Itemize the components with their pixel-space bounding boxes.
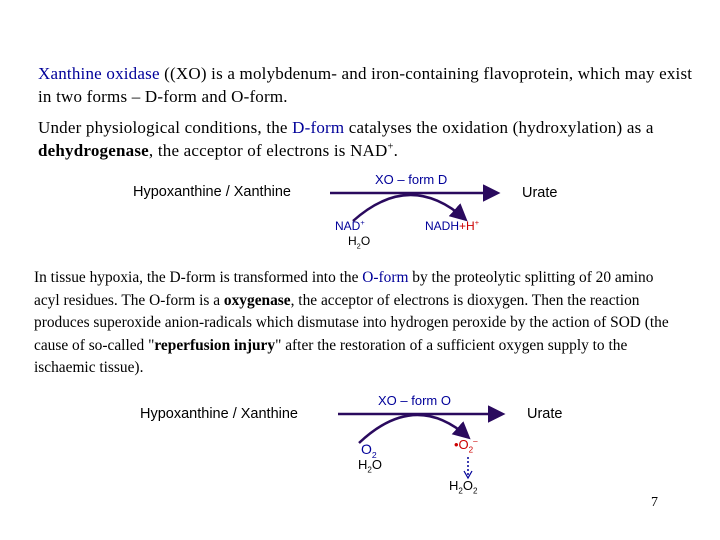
substrate-label-d: Hypoxanthine / Xanthine	[133, 184, 291, 200]
h2o2-sub1: 2	[458, 486, 463, 496]
dform-text-d: .	[393, 141, 399, 160]
h2o2-o: O	[462, 478, 473, 493]
oform-text-b: by the proteolytic splitting of 20 amino acyl residues. The O-form is a	[34, 269, 654, 309]
reperfusion-injury-term: reperfusion injury	[154, 336, 276, 354]
nadh-text: NADH	[425, 219, 460, 233]
dform-term: D-form	[292, 118, 345, 137]
dform-text-b: catalyses the oxidation (hydroxylation) as a	[344, 118, 654, 137]
o2-sub: 2	[371, 449, 377, 460]
product-label-o: Urate	[527, 406, 563, 422]
nad-plus-sup: +	[387, 141, 394, 153]
water-label-o	[358, 457, 382, 475]
xanthine-oxidase-term: Xanthine oxidase	[38, 64, 160, 83]
oform-text-a: In tissue hypoxia, the D-form is transformed into the	[34, 269, 363, 286]
nad-text: NAD	[335, 219, 361, 233]
enzyme-label-d: XO – form D	[375, 172, 448, 187]
page-number: 7	[651, 495, 658, 510]
dform-text-a: Under physiological conditions, the	[38, 118, 293, 137]
superoxide-text: •O	[454, 437, 469, 452]
water2-sub: 2	[367, 465, 372, 475]
intro-text: ((XO) is a molybdenum- and iron-containing flavoprotein, which may exist in two forms – D-form and O-form.	[38, 64, 693, 106]
water-sub: 2	[356, 241, 361, 251]
water2-h: H	[358, 457, 368, 472]
hydrogen-peroxide-label	[449, 478, 478, 496]
water2-o: O	[371, 457, 382, 472]
h-plus-sup: +	[474, 218, 480, 227]
nad-sup: +	[360, 218, 365, 227]
oform-text-d: " after the restoration of a sufficient oxygen supply to the ischaemic tissue).	[34, 336, 628, 376]
dioxygen-label	[361, 441, 377, 460]
enzyme-label-o: XO – form O	[378, 393, 451, 408]
oxygenase-term: oxygenase	[223, 291, 291, 309]
o2-text: O	[361, 441, 372, 457]
h-plus-text: +H	[459, 219, 475, 233]
superoxide-label	[454, 436, 478, 455]
superoxide-sub: 2	[468, 445, 474, 455]
water-o: O	[360, 234, 371, 248]
h2o2-h: H	[449, 478, 459, 493]
dform-text-c: , the acceptor of electrons is NAD	[148, 141, 388, 160]
superoxide-sup: –	[473, 436, 478, 446]
oform-text-c: , the acceptor of electrons is dioxygen. Then the reaction produces superoxide anion-radicals which dismutase into hydrogen peroxide by the action of SOD (the cause of so-called "	[34, 291, 669, 354]
dehydrogenase-term: dehydrogenase	[38, 141, 149, 160]
water-h: H	[348, 234, 357, 248]
curved-arrow-o	[359, 415, 468, 443]
h2o2-sub2: 2	[473, 486, 478, 496]
product-label-d: Urate	[522, 185, 558, 201]
substrate-label-o: Hypoxanthine / Xanthine	[140, 406, 298, 422]
oform-term: O-form	[362, 269, 409, 286]
